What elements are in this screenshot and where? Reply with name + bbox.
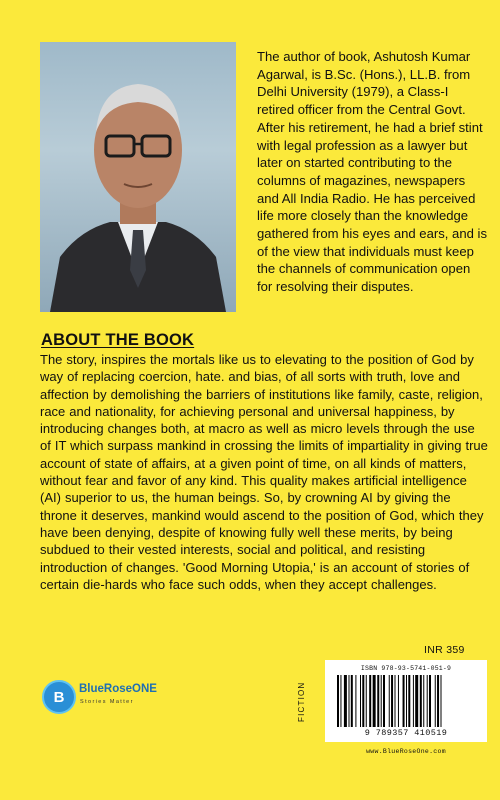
about-heading: ABOUT THE BOOK [41, 331, 195, 349]
genre-label: FICTION [297, 681, 306, 722]
publisher-logo-icon: B [42, 680, 76, 714]
about-text: The story, inspires the mortals like us to elevating to the position of God by way of replacing coercion, hate. and bias, of all sorts with truth, love and affection by demolishing the barriers of institutions like family, caste, religion, race and nationality, for achieving personal and universal happiness, by introducing changes both, at macro as well as micro levels through the use of IT which surpass mankind in crossing the limits of impartiality in giving true account of state of affairs, at a given point of time, on all kinds of matters, without fear and favor of any kind. This quality makes artificial intelligence (AI) superior to us, the human beings. So, by crowning AI by giving the throne it deserves, mankind would ascend to the position of God, which they have been denying, despite of knowing fully well these merits, by being subdued to their vested interests, social and political, and resisting introduction of changes. 'Good Morning Utopia,' is an account of stories of certain die-hards who face such odds, when they accept challenges. [40, 352, 488, 592]
publisher-website: www.BlueRoseOne.com [366, 748, 446, 755]
author-photo [40, 42, 236, 312]
price-label: INR 359 [424, 644, 465, 656]
isbn-digits: 9 789357 410519 [364, 728, 448, 738]
isbn-barcode [325, 660, 487, 742]
publisher-tagline: Stories Matter [80, 699, 134, 705]
barcode-bars [337, 675, 475, 727]
publisher-name: BlueRoseONE [79, 683, 157, 695]
publisher-logo [42, 680, 157, 714]
isbn-label: ISBN 978-93-5741-051-9 [360, 665, 452, 672]
author-bio: The author of book, Ashutosh Kumar Agarwal, is B.Sc. (Hons.), LL.B. from Delhi University (1979), a Class-I retired officer from the Central Govt. After his retirement, he had a brief stint with legal profession as a lawyer but later on started contributing to the columns of magazines, newspapers and All India Radio. He has perceived life more closely than the knowledge gathered from his eyes and ears, and is of the view that individuals must keep the channels of communication open for resolving their disputes. [257, 49, 487, 295]
